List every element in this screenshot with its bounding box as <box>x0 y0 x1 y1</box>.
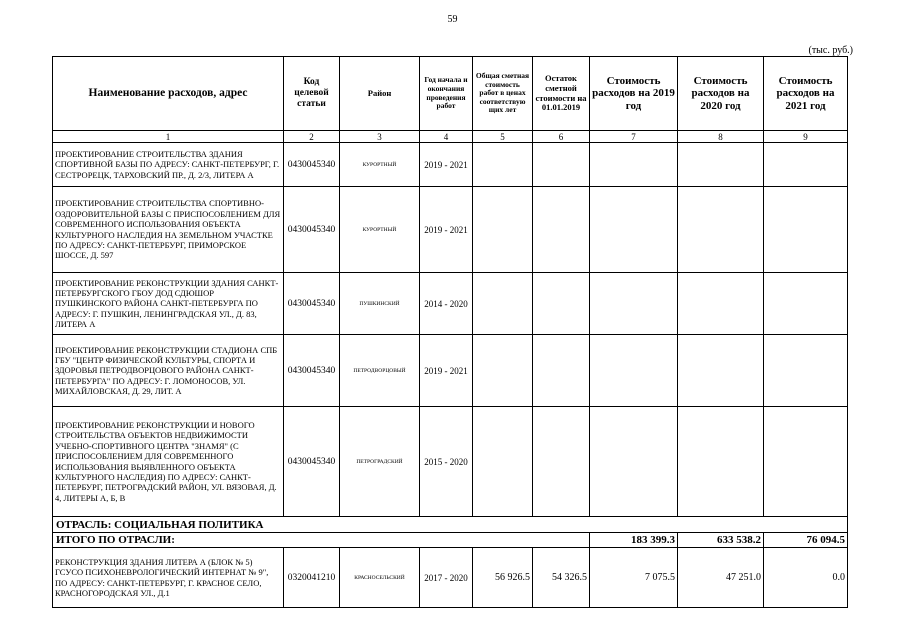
row-total-cost <box>473 273 533 335</box>
row-district: КУРОРТНЫЙ <box>340 143 420 187</box>
row-cost-2020 <box>678 407 764 517</box>
table-row <box>53 187 848 273</box>
row-remaining <box>533 187 590 273</box>
row-cost-2019 <box>590 187 678 273</box>
row-district: КУРОРТНЫЙ <box>340 187 420 273</box>
row-district: ПЕТРОГРАДСКИЙ <box>340 407 420 517</box>
row-code: 0430045340 <box>284 187 340 273</box>
row-name: ПРОЕКТИРОВАНИЕ СТРОИТЕЛЬСТВА ЗДАНИЯ СПОРТИВНОЙ БАЗЫ ПО АДРЕСУ: САНКТ-ПЕТЕРБУРГ, Г. СЕСТРОРЕЦК, ТАРХОВСКИЙ ПР., Д. 2/3, ЛИТЕРА А <box>53 143 284 187</box>
header-total-cost: Общая сметная стоимость работ в ценах соответствую щих лет <box>473 57 533 131</box>
header-cost-2021: Стоимость расходов на 2021 год <box>764 57 848 131</box>
total-cost-2021: 76 094.5 <box>764 533 848 548</box>
column-number-row <box>53 131 848 143</box>
page-number: 59 <box>447 14 458 25</box>
row-district: КРАСНОСЕЛЬСКИЙ <box>340 548 420 608</box>
total-row <box>53 533 848 548</box>
row-cost-2021: 0.0 <box>764 548 848 608</box>
row-code: 0430045340 <box>284 407 340 517</box>
header-row <box>53 57 848 131</box>
header-cost-2019: Стоимость расходов на 2019 год <box>590 57 678 131</box>
row-years: 2019 - 2021 <box>420 335 473 407</box>
row-total-cost <box>473 335 533 407</box>
row-total-cost <box>473 143 533 187</box>
header-name: Наименование расходов, адрес <box>53 57 284 131</box>
column-number: 5 <box>473 131 533 143</box>
row-remaining <box>533 143 590 187</box>
table-row <box>53 548 848 608</box>
row-years: 2015 - 2020 <box>420 407 473 517</box>
total-cost-2020: 633 538.2 <box>678 533 764 548</box>
column-number: 2 <box>284 131 340 143</box>
row-code: 0430045340 <box>284 273 340 335</box>
row-cost-2020: 47 251.0 <box>678 548 764 608</box>
row-district: ПЕТРОДВОРЦОВЫЙ <box>340 335 420 407</box>
row-cost-2019 <box>590 143 678 187</box>
header-remaining: Остаток сметной стоимости на 01.01.2019 <box>533 57 590 131</box>
column-number: 4 <box>420 131 473 143</box>
row-years: 2019 - 2021 <box>420 143 473 187</box>
units-label: (тыс. руб.) <box>808 45 853 56</box>
section-row <box>53 517 848 533</box>
row-name: ПРОЕКТИРОВАНИЕ СТРОИТЕЛЬСТВА СПОРТИВНО-ОЗДОРОВИТЕЛЬНОЙ БАЗЫ С ПРИСПОСОБЛЕНИЕМ ДЛЯ СОВРЕМЕННОГО ИСПОЛЬЗОВАНИЯ ОБЪЕКТА КУЛЬТУРНОГО НАСЛЕДИЯ НА ЗЕМЕЛЬНОМ УЧАСТКЕ ПО АДРЕСУ: САНКТ-ПЕТЕРБУРГ, ПРИМОРСКОЕ ШОССЕ, Д. 597 <box>53 187 284 273</box>
row-district: ПУШКИНСКИЙ <box>340 273 420 335</box>
column-number: 9 <box>764 131 848 143</box>
row-name: РЕКОНСТРУКЦИЯ ЗДАНИЯ ЛИТЕРА А (БЛОК № 5) ГСУСО ПСИХОНЕВРОЛОГИЧЕСКИЙ ИНТЕРНАТ № 9", ПО АДРЕСУ: САНКТ-ПЕТЕРБУРГ, Г. КРАСНОЕ СЕЛО, КРАСНОГОРОДСКАЯ УЛ., Д.1 <box>53 548 284 608</box>
row-cost-2019 <box>590 273 678 335</box>
row-code: 0430045340 <box>284 143 340 187</box>
header-code: Код целевой статьи <box>284 57 340 131</box>
row-name: ПРОЕКТИРОВАНИЕ РЕКОНСТРУКЦИИ СТАДИОНА СПБ ГБУ "ЦЕНТР ФИЗИЧЕСКОЙ КУЛЬТУРЫ, СПОРТА И ЗДОРОВЬЯ ПЕТРОДВОРЦОВОГО РАЙОНА САНКТ-ПЕТЕРБУРГА" ПО АДРЕСУ: Г. ЛОМОНОСОВ, УЛ. МИХАЙЛОВСКАЯ, Д. 29, ЛИТ. А <box>53 335 284 407</box>
row-total-cost: 56 926.5 <box>473 548 533 608</box>
column-number: 3 <box>340 131 420 143</box>
row-cost-2020 <box>678 143 764 187</box>
table-row <box>53 407 848 517</box>
total-cost-2019: 183 399.3 <box>590 533 678 548</box>
column-number: 8 <box>678 131 764 143</box>
row-remaining <box>533 273 590 335</box>
column-number: 7 <box>590 131 678 143</box>
row-years: 2014 - 2020 <box>420 273 473 335</box>
row-years: 2019 - 2021 <box>420 187 473 273</box>
row-cost-2020 <box>678 187 764 273</box>
row-remaining: 54 326.5 <box>533 548 590 608</box>
row-remaining <box>533 407 590 517</box>
row-cost-2021 <box>764 187 848 273</box>
column-number: 6 <box>533 131 590 143</box>
row-code: 0430045340 <box>284 335 340 407</box>
row-cost-2019: 7 075.5 <box>590 548 678 608</box>
row-name: ПРОЕКТИРОВАНИЕ РЕКОНСТРУКЦИИ И НОВОГО СТРОИТЕЛЬСТВА ОБЪЕКТОВ НЕДВИЖИМОСТИ УЧЕБНО-СПОРТИВНОГО ЦЕНТРА "ЗНАМЯ" (С ПРИСПОСОБЛЕНИЕМ ДЛЯ СОВРЕМЕННОГО ИСПОЛЬЗОВАНИЯ ВЫЯВЛЕННОГО ОБЪЕКТА КУЛЬТУРНОГО НАСЛЕДИЯ) ПО АДРЕСУ: САНКТ-ПЕТЕРБУРГ, ПЕТРОГРАДСКИЙ РАЙОН, УЛ. ВЯЗОВАЯ, Д. 4, ЛИТЕРЫ А, Б, В <box>53 407 284 517</box>
expenses-table <box>52 56 848 608</box>
row-cost-2019 <box>590 335 678 407</box>
column-number: 1 <box>53 131 284 143</box>
total-label: ИТОГО ПО ОТРАСЛИ: <box>53 533 590 548</box>
row-cost-2020 <box>678 273 764 335</box>
header-years: Год начала и окончания проведения работ <box>420 57 473 131</box>
table-row <box>53 143 848 187</box>
table-row <box>53 273 848 335</box>
row-name: ПРОЕКТИРОВАНИЕ РЕКОНСТРУКЦИИ ЗДАНИЯ САНКТ-ПЕТЕРБУРГСКОГО ГБОУ ДОД СДЮШОР ПУШКИНСКОГО РАЙОНА САНКТ-ПЕТЕРБУРГА ПО АДРЕСУ: Г. ПУШКИН, ЛЕНИНГРАДСКАЯ УЛ., Д. 83, ЛИТЕРА А <box>53 273 284 335</box>
row-cost-2021 <box>764 335 848 407</box>
header-district: Район <box>340 57 420 131</box>
table-row <box>53 335 848 407</box>
row-cost-2021 <box>764 143 848 187</box>
row-remaining <box>533 335 590 407</box>
row-cost-2020 <box>678 335 764 407</box>
section-title: ОТРАСЛЬ: СОЦИАЛЬНАЯ ПОЛИТИКА <box>53 517 848 533</box>
row-code: 0320041210 <box>284 548 340 608</box>
row-cost-2021 <box>764 407 848 517</box>
row-cost-2019 <box>590 407 678 517</box>
row-years: 2017 - 2020 <box>420 548 473 608</box>
header-cost-2020: Стоимость расходов на 2020 год <box>678 57 764 131</box>
row-cost-2021 <box>764 273 848 335</box>
row-total-cost <box>473 407 533 517</box>
row-total-cost <box>473 187 533 273</box>
